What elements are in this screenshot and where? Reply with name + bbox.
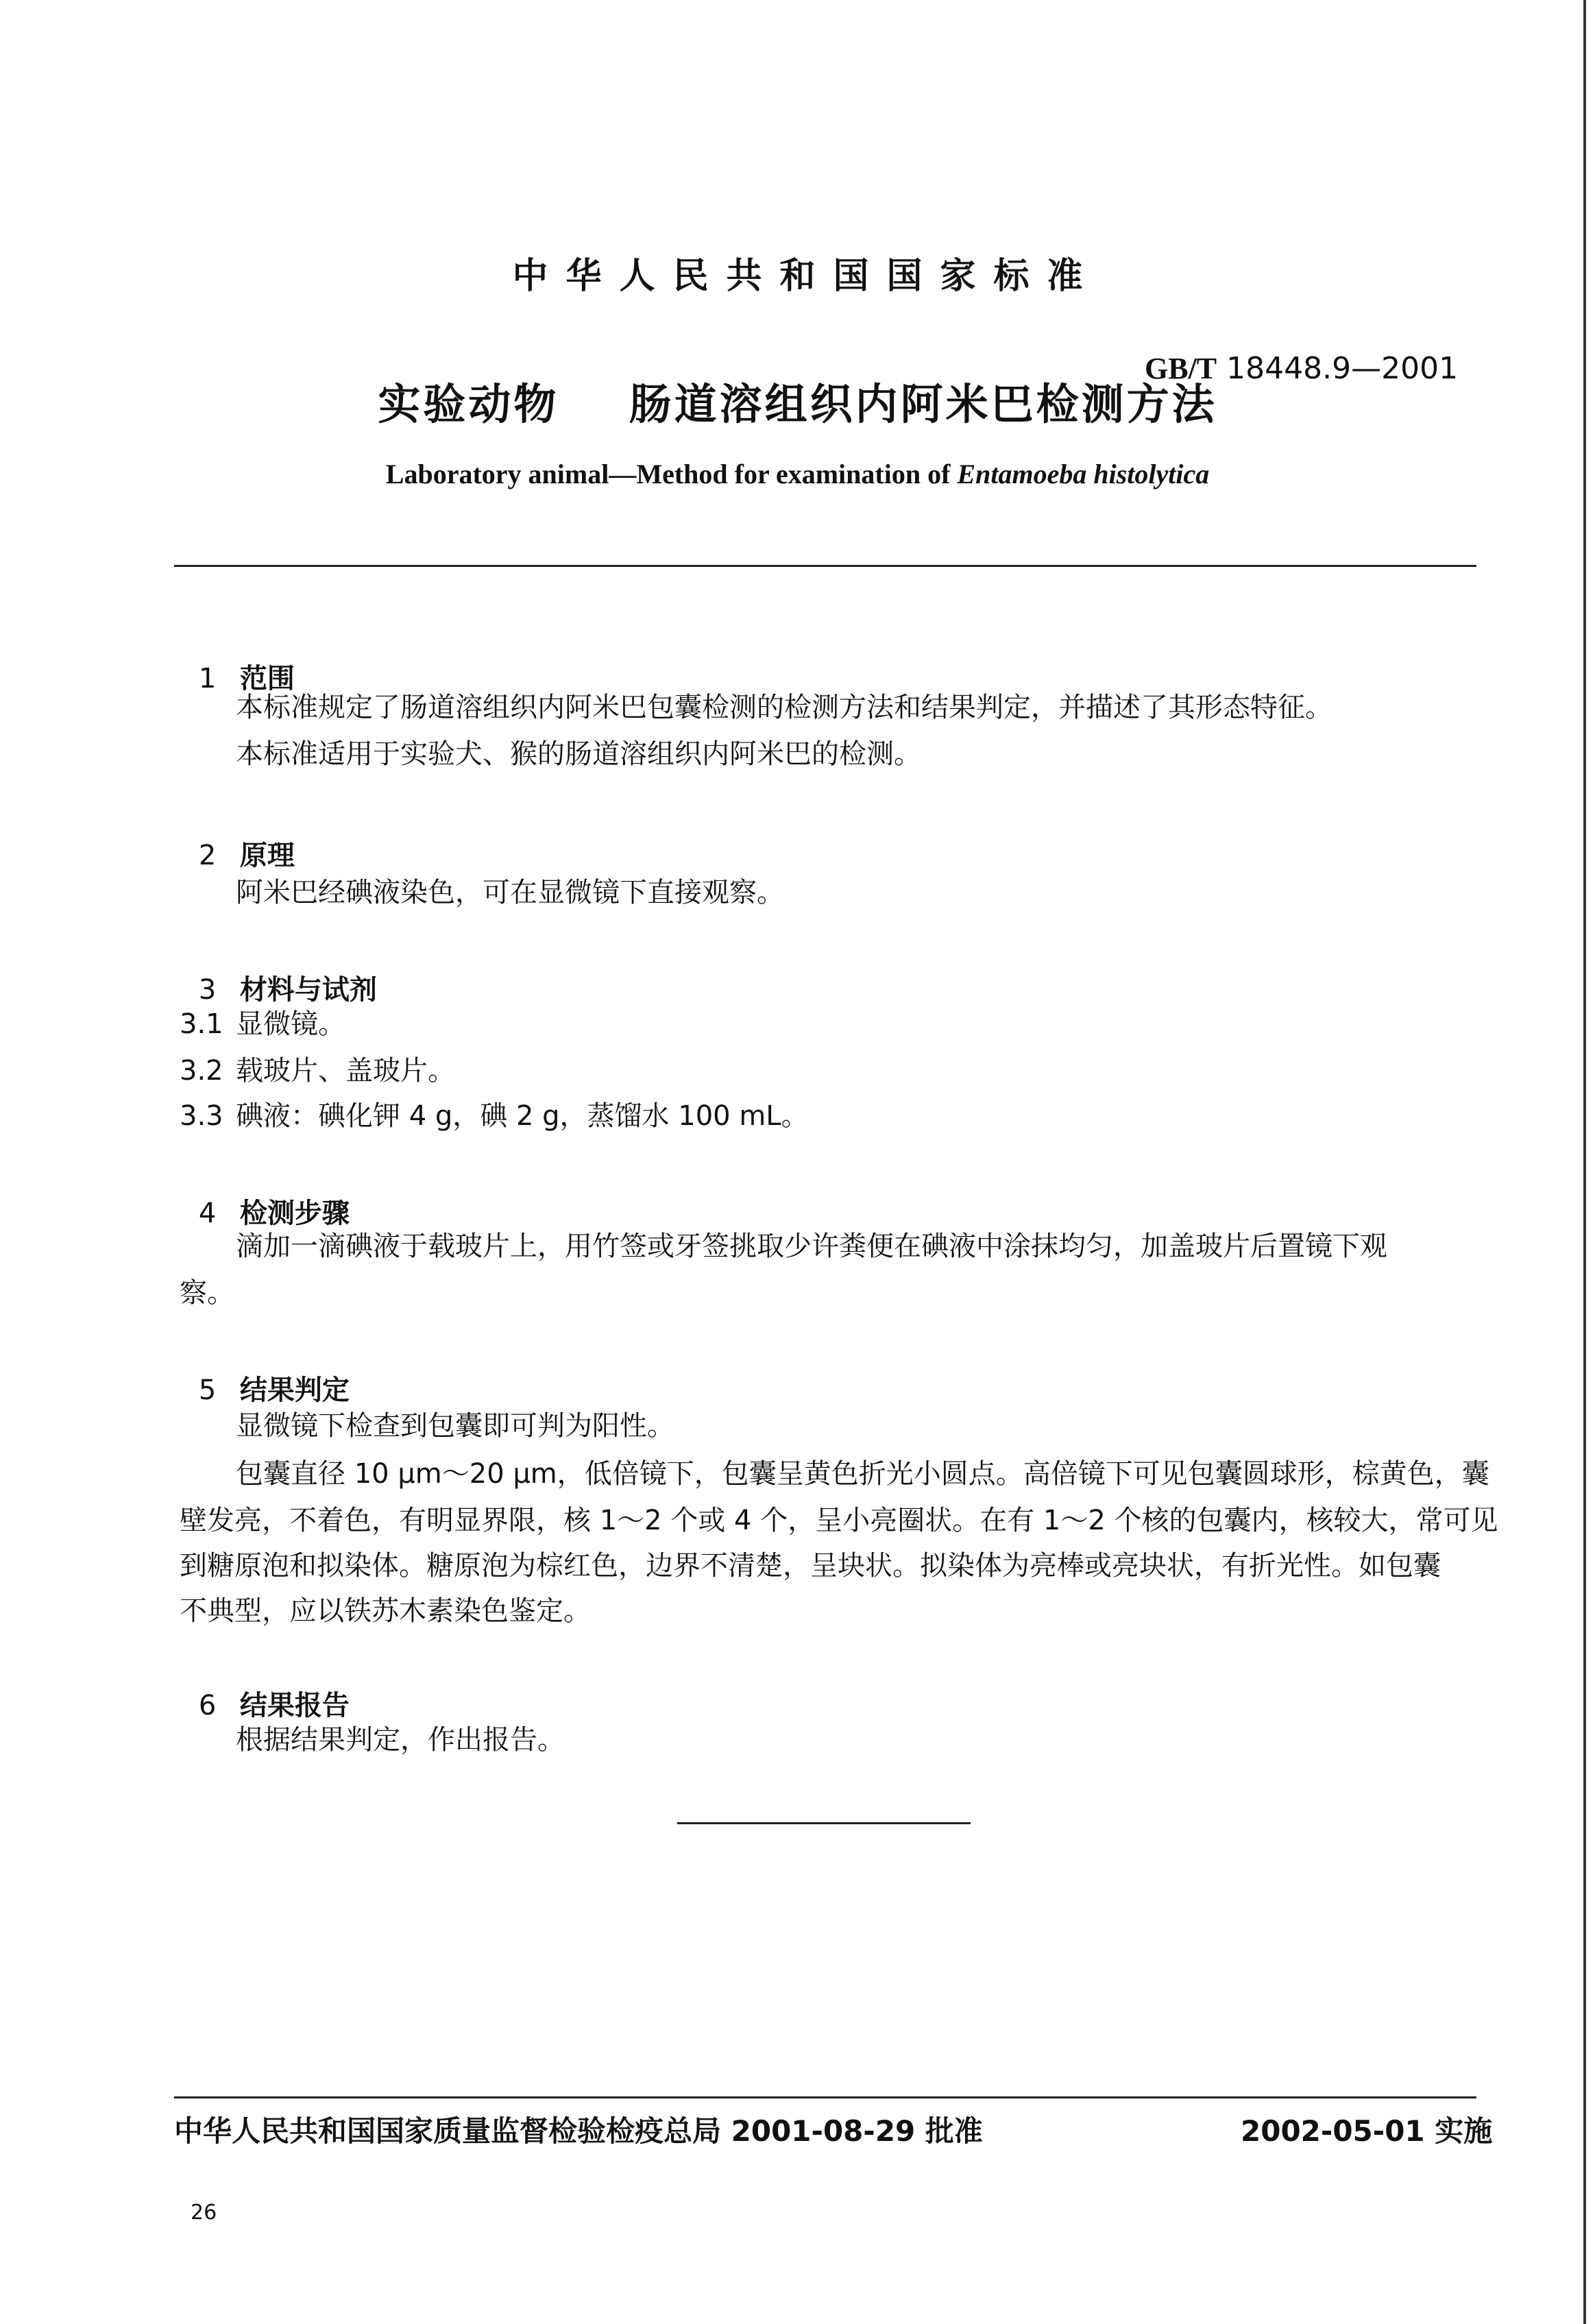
- title-chinese: 实验动物 肠道溶组织内阿米巴检测方法: [378, 379, 1217, 429]
- standard-code-number: 18448.9—2001: [1226, 351, 1459, 386]
- title-english: [0, 458, 1595, 490]
- section-4-heading: [180, 1160, 350, 1231]
- footer-divider: [174, 2096, 1476, 2098]
- section-4-paragraph-line-2: 察。: [180, 1277, 234, 1309]
- section-title: 结果判定: [239, 1375, 350, 1406]
- scan-edge-line: [1583, 0, 1586, 2324]
- section-title: 材料与试剂: [239, 974, 377, 1006]
- footer-issuer: 中华人民共和国国家质量监督检验检疫总局 2001-08-29 批准: [174, 2114, 983, 2148]
- section-5-paragraph-2-line-3: 到糖原泡和拟染体。糖原泡为棕红色，边界不清楚，呈块状。拟染体为亮棒或亮块状，有折光性。如包囊: [180, 1550, 1441, 1582]
- item-number: 3.3: [180, 1100, 223, 1132]
- section-2-heading: [180, 802, 295, 873]
- header-divider: [174, 565, 1476, 567]
- section-title: 范围: [239, 663, 295, 694]
- section-4-paragraph-line-1: 滴加一滴碘液于载玻片上，用竹签或牙签挑取少许粪便在碘液中涂抹均匀，加盖玻片后置镜下观: [236, 1231, 1387, 1262]
- section-5-paragraph-2-line-1: 包囊直径 10 μm～20 μm，低倍镜下，包囊呈黄色折光小圆点。高倍镜下可见包囊圆球形，棕黄色，囊: [236, 1458, 1489, 1490]
- item-number: 3.1: [180, 1008, 223, 1040]
- section-3-item-2: [180, 1049, 455, 1088]
- section-5-paragraph-2-line-2: 壁发亮，不着色，有明显界限，核 1～2 个或 4 个，呈小亮圈状。在有 1～2 个核的包囊内，核较大，常可见: [180, 1505, 1498, 1536]
- section-5-paragraph-2-line-4: 不典型，应以铁苏木素染色鉴定。: [180, 1595, 591, 1627]
- section-3-item-1: [180, 1002, 345, 1041]
- standard-type-header: [0, 247, 1595, 298]
- item-text: 碘液：碘化钾 4 g，碘 2 g，蒸馏水 100 mL。: [236, 1100, 809, 1132]
- title-english-plain: Laboratory animal—Method for examination of: [385, 459, 958, 489]
- footer-effective-date: 2002-05-01 实施: [1241, 2114, 1493, 2148]
- section-6-heading: [180, 1652, 350, 1723]
- section-title: 检测步骤: [239, 1198, 350, 1229]
- section-number: 1: [198, 663, 217, 694]
- section-number: 6: [198, 1690, 217, 1721]
- section-1-paragraph-2: 本标准适用于实验犬、猴的肠道溶组织内阿米巴的检测。: [236, 738, 921, 770]
- item-text: 显微镜。: [236, 1008, 345, 1040]
- section-title: 结果报告: [239, 1690, 350, 1721]
- section-title: 原理: [239, 840, 295, 871]
- item-text: 载玻片、盖玻片。: [236, 1055, 455, 1087]
- section-number: 3: [198, 974, 217, 1006]
- section-6-paragraph-1: 根据结果判定，作出报告。: [236, 1724, 565, 1756]
- section-3-item-3: [180, 1094, 809, 1133]
- section-number: 4: [198, 1198, 217, 1229]
- title-english-italic: Entamoeba histolytica: [957, 459, 1210, 489]
- item-number: 3.2: [180, 1055, 223, 1087]
- standard-type-text: 中华人民共和国国家标准: [512, 256, 1101, 297]
- end-of-text-rule: [677, 1822, 971, 1824]
- page-number: 26: [191, 2201, 217, 2225]
- section-number: 2: [198, 840, 217, 871]
- standard-code-prefix: GB/T: [1145, 352, 1217, 385]
- section-5-heading: [180, 1337, 350, 1407]
- section-3-heading: [180, 936, 377, 1007]
- section-2-paragraph-1: 阿米巴经碘液染色，可在显微镜下直接观察。: [236, 877, 784, 908]
- section-5-paragraph-1: 显微镜下检查到包囊即可判为阳性。: [236, 1410, 674, 1442]
- section-number: 5: [198, 1375, 217, 1406]
- section-1-paragraph-1: 本标准规定了肠道溶组织内阿米巴包囊检测的检测方法和结果判定，并描述了其形态特征。: [236, 692, 1332, 723]
